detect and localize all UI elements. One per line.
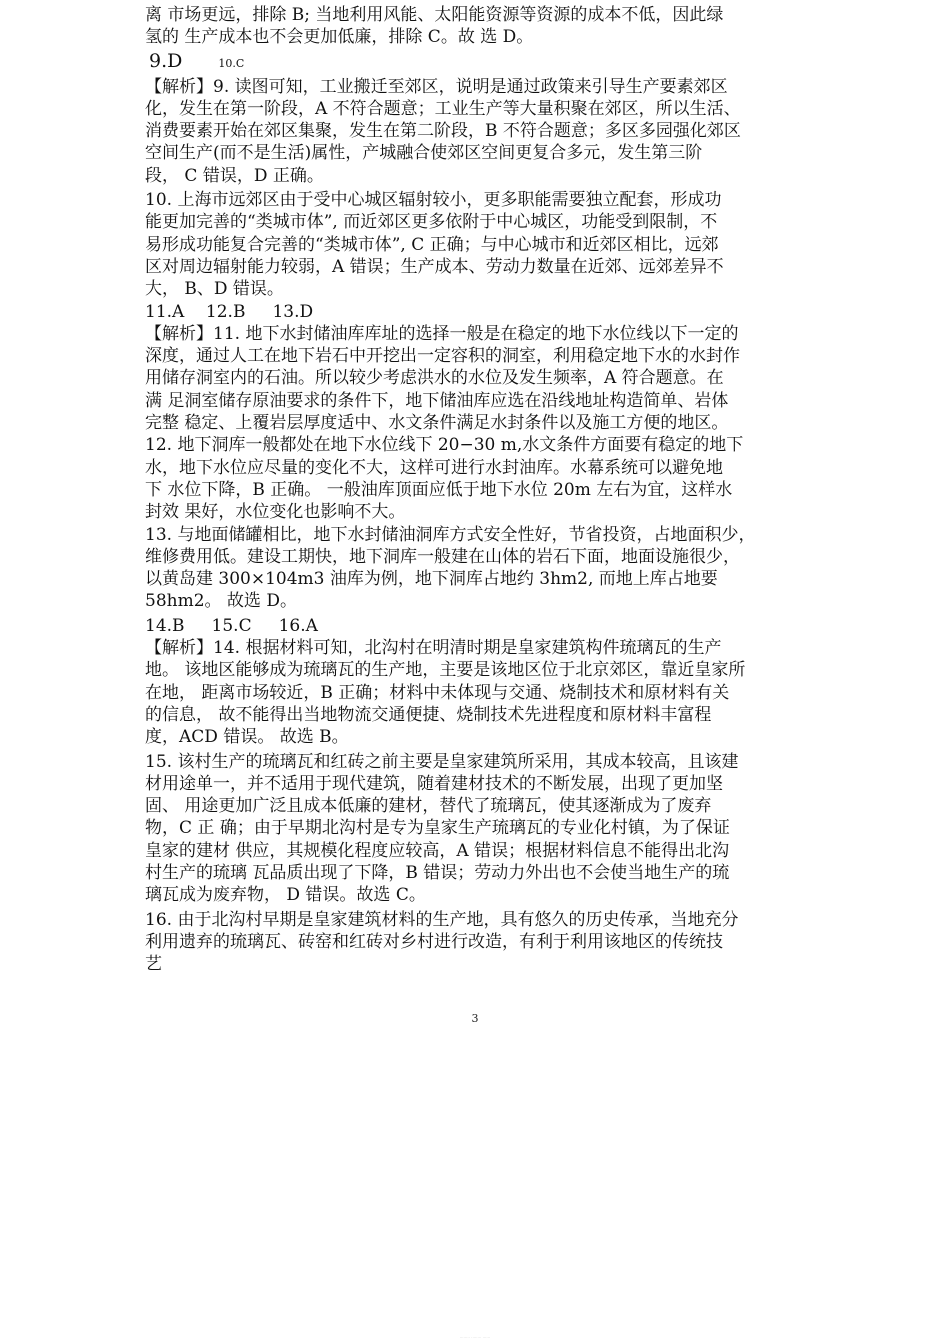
text-line: 10. 上海市远郊区由于受中心城区辐射较小，更多职能需要独立配套，形成功 [145,190,722,211]
text-line: 以黄岛建 300×104m3 油库为例，地下洞库占地约 3hm2, 而地上库占地要 [145,569,718,590]
text-line: 15. 该村生产的琉璃瓦和红砖之前主要是皇家建筑所采用，其成本较高，且该建 [145,751,739,772]
text-line: 大， B、D 错误。 [145,279,284,300]
text-line: 用储存洞室内的石油。所以较少考虑洪水的水位及发生频率，A 符合题意。在 [145,368,724,389]
text-line: 满 足洞室储存原油要求的条件下，地下储油库应选在沿线地址构造简单、岩体 [145,390,729,411]
answers-11-13: 11.A 12.B 13.D [145,301,314,322]
answers-9-10 [149,49,810,76]
text-line: 维修费用低。建设工期快，地下洞库一般建在山体的岩石下面，地面设施很少， [145,546,740,567]
intro-paragraph [145,4,810,49]
analysis-15 [145,751,810,907]
text-line: 在地， 距离市场较近，B 正确；材料中未体现与交通、烧制技术和原材料有关 [145,682,730,703]
analysis-9 [145,76,810,187]
text-line: 固、 用途更加广泛且成本低廉的建材，替代了琉璃瓦，使其逐渐成为了废弃 [145,796,712,817]
text-line: 封效 果好，水位变化也影响不大。 [145,502,406,523]
text-line: 深度，通过人工在地下岩石中开挖出一定容积的洞室，利用稳定地下水的水封作 [145,346,740,367]
analysis-16 [145,909,810,976]
text-line: 消费要素开始在郊区集聚，发生在第二阶段，B 不符合题意；多区多园强化郊区 [145,121,741,142]
text-line: 艺 [145,954,162,975]
text-line: 利用遗弃的琉璃瓦、砖窑和红砖对乡村进行改造，有利于利用该地区的传统技 [145,931,723,952]
analysis-10 [145,189,810,300]
text-line: 易形成功能复合完善的“类城市体”, C 正确；与中心城市和近郊区相比，远郊 [145,234,719,255]
text-line: 村生产的琉璃 瓦品质出现了下降，B 错误；劳动力外出也不会使当地生产的琉 [145,862,730,883]
page-number: 3 [471,1012,479,1025]
text-line: 【解析】14. 根据材料可知，北沟村在明清时期是皇家建筑构件琉璃瓦的生产 [145,638,722,659]
text-line: 下 水位下降，B 正确。 一般油库顶面应低于地下水位 20m 左右为宜，这样水 [145,479,733,500]
text-line: 12. 地下洞库一般都处在地下水位线下 20−30 m,水文条件方面要有稳定的地下 [145,435,744,456]
text-line: 空间生产(而不是生活)属性，产城融合使郊区空间更复合多元，发生第三阶 [145,143,703,164]
text-line: 13. 与地面储罐相比，地下水封储油洞库方式安全性好，节省投资，占地面积少， [145,524,756,545]
text-line: 16. 由于北沟村早期是皇家建筑材料的生产地，具有悠久的历史传承，当地充分 [145,909,739,930]
analysis-12 [145,434,810,523]
footer-mark: ........ ........ ...... [459,1334,491,1339]
analysis-13 [145,524,810,613]
text-line: 【解析】9. 读图可知，工业搬迁至郊区，说明是通过政策来引导生产要素郊区 [145,76,728,97]
text-line: 区对周边辐射能力较弱，A 错误；生产成本、劳动力数量在近郊、远郊差异不 [145,256,724,277]
text-line: 地。 该地区能够成为琉璃瓦的生产地，主要是该地区位于北京郊区，靠近皇家所 [145,660,746,681]
analysis-11 [145,323,810,434]
text-line: 段， C 错误，D 正确。 [145,165,324,186]
text-line: 58hm2。 故选 D。 [145,591,297,612]
text-line: 璃瓦成为废弃物， D 错误。故选 C。 [145,885,426,906]
text-line: 皇家的建材 供应，其规模化程度应较高，A 错误；根据材料信息不能得出北沟 [145,840,730,861]
text-line: 材用途单一，并不适用于现代建筑，随着建材技术的不断发展，出现了更加坚 [145,773,723,794]
answer-9: 9.D [149,49,183,72]
text-line: 水，地下水位应尽量的变化不大，这样可进行水封油库。水幕系统可以避免地 [145,457,723,478]
text-line: 完整 稳定、上覆岩层厚度适中、水文条件满足水封条件以及施工方便的地区。 [145,413,729,434]
answer-10: 10.C [218,56,245,70]
text-line: 度，ACD 错误。 故选 B。 [145,727,349,748]
text-line: 离 市场更远，排除 B; 当地利用风能、太阳能资源等资源的成本不低，因此绿 [145,5,724,25]
text-line: 化，发生在第一阶段，A 不符合题意；工业生产等大量积聚在郊区，所以生活、 [145,98,741,119]
page-content [145,4,810,975]
text-line: 物，C 正 确；由于早期北沟村是专为皇家生产琉璃瓦的专业化村镇，为了保证 [145,818,730,839]
text-line: 的信息， 故不能得出当地物流交通便捷、烧制技术先进程度和原材料丰富程 [145,704,712,725]
answers-14-16: 14.B 15.C 16.A [145,615,318,636]
text-line: 能更加完善的“类城市体”, 而近郊区更多依附于中心城区，功能受到限制，不 [145,212,718,233]
analysis-14 [145,637,810,748]
text-line: 氢的 生产成本也不会更加低廉，排除 C。故 选 D。 [145,27,534,48]
text-line: 【解析】11. 地下水封储油库库址的选择一般是在稳定的地下水位线以下一定的 [145,323,739,344]
